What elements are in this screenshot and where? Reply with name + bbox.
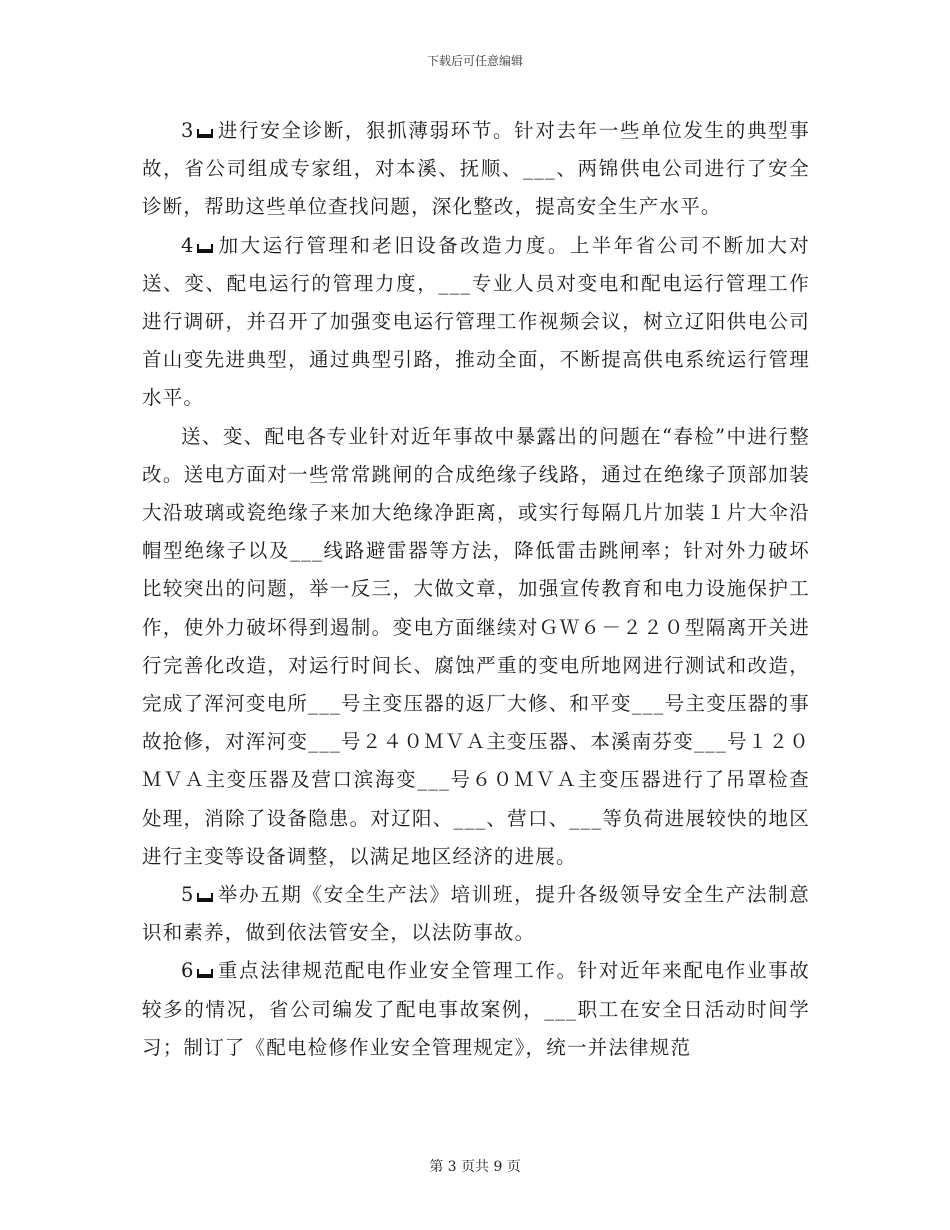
bullet-icon: [197, 969, 213, 978]
document-body: [142, 112, 810, 1067]
bullet-icon: [197, 244, 213, 253]
paragraph-text: 进行安全诊断，狠抓薄弱环节。针对去年一些单位发生的典型事故，省公司组成专家组，对本溪、抚顺、___、两锦供电公司进行了安全诊断，帮助这些单位查找问题，深化整改，提高安全生产水平。: [142, 119, 810, 219]
bullet-icon: [197, 129, 213, 138]
paragraph-4: [142, 227, 810, 418]
page-footer: 第 3 页共 9 页: [429, 1159, 521, 1175]
paragraph-number: 5: [181, 883, 194, 907]
paragraph-number: 4: [181, 233, 194, 257]
bullet-icon: [197, 893, 213, 902]
paragraph-maintenance: [142, 418, 810, 876]
paragraph-number: 3: [181, 119, 194, 142]
paragraph-text: 重点法律规范配电作业安全管理工作。针对近年来配电作业事故较多的情况，省公司编发了配电事故案例，___职工在安全日活动时间学习；制订了《配电检修作业安全管理规定》，统一并法律规范: [142, 959, 810, 1059]
paragraph-3: [142, 112, 810, 227]
page-header: 下载后可任意编辑: [426, 54, 523, 68]
paragraph-6: [142, 952, 810, 1067]
paragraph-text: 送、变、配电各专业针对近年事故中暴露出的问题在“春检”中进行整改。送电方面对一些常常跳闸的合成绝缘子线路，通过在绝缘子顶部加装大沿玻璃或瓷绝缘子来加大绝缘净距离，或实行每隔几片加装１片大伞沿帽型绝缘子以及___线路避雷器等方法，降低雷击跳闸率；针对外力破坏比较突出的问题，举一反三，大做文章，加强宣传教育和电力设施保护工作，使外力破坏得到遏制。变电方面继续对ＧＷ６－２２０型隔离开关进行完善化改造，对运行时间长、腐蚀严重的变电所地网进行测试和改造，完成了浑河变电所___号主变压器的返厂大修、和平变___号主变压器的事故抢修，对浑河变___号２４０ＭＶＡ主变压器、本溪南芬变___号１２０ＭＶＡ主变压器及营口滨海变___号６０ＭＶＡ主变压器进行了吊罩检查处理，消除了设备隐患。对辽阳、___、营口、___等负荷进展较快的地区进行主变等设备调整，以满足地区经济的进展。: [142, 424, 810, 868]
paragraph-5: [142, 876, 810, 952]
paragraph-text: 举办五期《安全生产法》培训班，提升各级领导安全生产法制意识和素养，做到依法管安全，以法防事故。: [142, 883, 810, 945]
paragraph-text: 加大运行管理和老旧设备改造力度。上半年省公司不断加大对送、变、配电运行的管理力度，___专业人员对变电和配电运行管理工作进行调研，并召开了加强变电运行管理工作视频会议，树立辽阳供电公司首山变先进典型，通过典型引路，推动全面，不断提高供电系统运行管理水平。: [142, 233, 810, 410]
paragraph-number: 6: [181, 959, 194, 983]
